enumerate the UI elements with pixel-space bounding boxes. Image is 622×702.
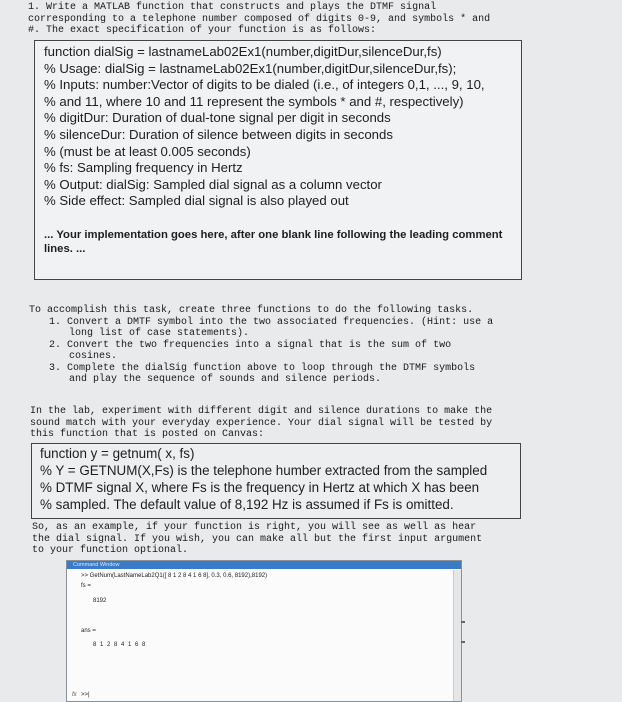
lab-line: sound match with your everyday experience. Your dial signal will be tested by	[30, 417, 493, 429]
command-prompt[interactable]: >>|	[81, 692, 90, 698]
tasks-section	[29, 305, 589, 386]
task-item-line: long list of case statements).	[69, 328, 250, 339]
spec-line: % Output: dialSig: Sampled dial signal as a column vector	[44, 176, 382, 192]
example-line: So, as an example, if your function is right, you will see as well as hear	[32, 522, 477, 533]
task-item-line: 1. Convert a DMTF symbol into the two associated frequencies. (Hint: use a	[49, 316, 494, 328]
scroll-marker	[461, 621, 465, 623]
spec-line: % silenceDur: Duration of silence between digits in seconds	[44, 126, 393, 142]
question-header	[28, 2, 588, 37]
implementation-note: ... Your implementation goes here, after one blank line following the leading comment lines. ...	[44, 228, 503, 255]
getnum-function-box	[31, 443, 521, 519]
spec-line: % Inputs: number:Vector of digits to be dialed (i.e., of integers 0,1, ..., 9, 10,	[44, 77, 485, 93]
fs-value: 8192	[93, 598, 107, 604]
task-item-line: 3. Complete the dialSig function above to loop through the DTMF symbols	[49, 362, 476, 374]
fx-icon: fx	[72, 692, 77, 698]
command-window-scrollbar[interactable]	[453, 570, 461, 701]
question-header-line: corresponding to a telephone number composed of digits 0-9, and symbols * and	[28, 13, 491, 25]
function-spec-box	[34, 40, 522, 280]
spec-line: % fs: Sampling frequency in Hertz	[44, 160, 243, 176]
command-window-title: Command Window	[67, 561, 461, 569]
question-header-line: 1. Write a MATLAB function that constructs and plays the DTMF signal	[28, 2, 437, 13]
getnum-line: function y = getnum( x, fs)	[40, 446, 195, 461]
question-header-line: #. The exact specification of your function is as follows:	[28, 25, 377, 36]
getnum-line: % Y = GETNUM(X,Fs) is the telephone humber extracted from the sampled	[40, 463, 488, 478]
spec-line: % (must be at least 0.005 seconds)	[44, 143, 251, 159]
lab-paragraph	[30, 406, 590, 441]
lab-line: In the lab, experiment with different digit and silence durations to make the	[30, 406, 493, 417]
ans-value: 8 1 2 8 4 1 6 8	[93, 642, 146, 648]
command-line: >> GetNum(LastNameLab2Q1([ 8 1 2 8 4 1 6 8], 0.3, 0.6, 8192),8192)	[81, 573, 268, 579]
fs-label: fs =	[81, 583, 91, 589]
ans-label: ans =	[81, 628, 96, 634]
lab-line: this function that is posted on Canvas:	[30, 429, 265, 440]
task-item-line: 2. Convert the two frequencies into a signal that is the sum of two	[49, 339, 452, 351]
spec-line: % Side effect: Sampled dial signal is also played out	[44, 193, 349, 209]
task-item-line: and play the sequence of sounds and silence periods.	[69, 374, 382, 385]
example-line: the dial signal. If you wish, you can make all but the first input argument	[32, 533, 483, 545]
spec-line: % digitDur: Duration of dual-tone signal per digit in seconds	[44, 110, 391, 126]
command-window-body[interactable]	[67, 570, 461, 701]
spec-line: % Usage: dialSig = lastnameLab02Ex1(number,digitDur,silenceDur,fs);	[44, 60, 457, 76]
scroll-marker	[461, 641, 465, 643]
example-paragraph	[32, 522, 592, 557]
spec-line: % and 11, where 10 and 11 represent the symbols * and #, respectively)	[44, 93, 464, 109]
command-window	[66, 560, 462, 702]
getnum-line: % sampled. The default value of 8,192 Hz is assumed if Fs is omitted.	[40, 497, 454, 512]
getnum-line: % DTMF signal X, where Fs is the frequency in Hertz at which X has been	[40, 480, 480, 495]
example-line: to your function optional.	[32, 545, 189, 556]
spec-line: function dialSig = lastnameLab02Ex1(number,digitDur,silenceDur,fs)	[44, 44, 442, 59]
tasks-intro: To accomplish this task, create three functions to do the following tasks.	[29, 305, 474, 316]
task-item-line: cosines.	[69, 351, 118, 362]
